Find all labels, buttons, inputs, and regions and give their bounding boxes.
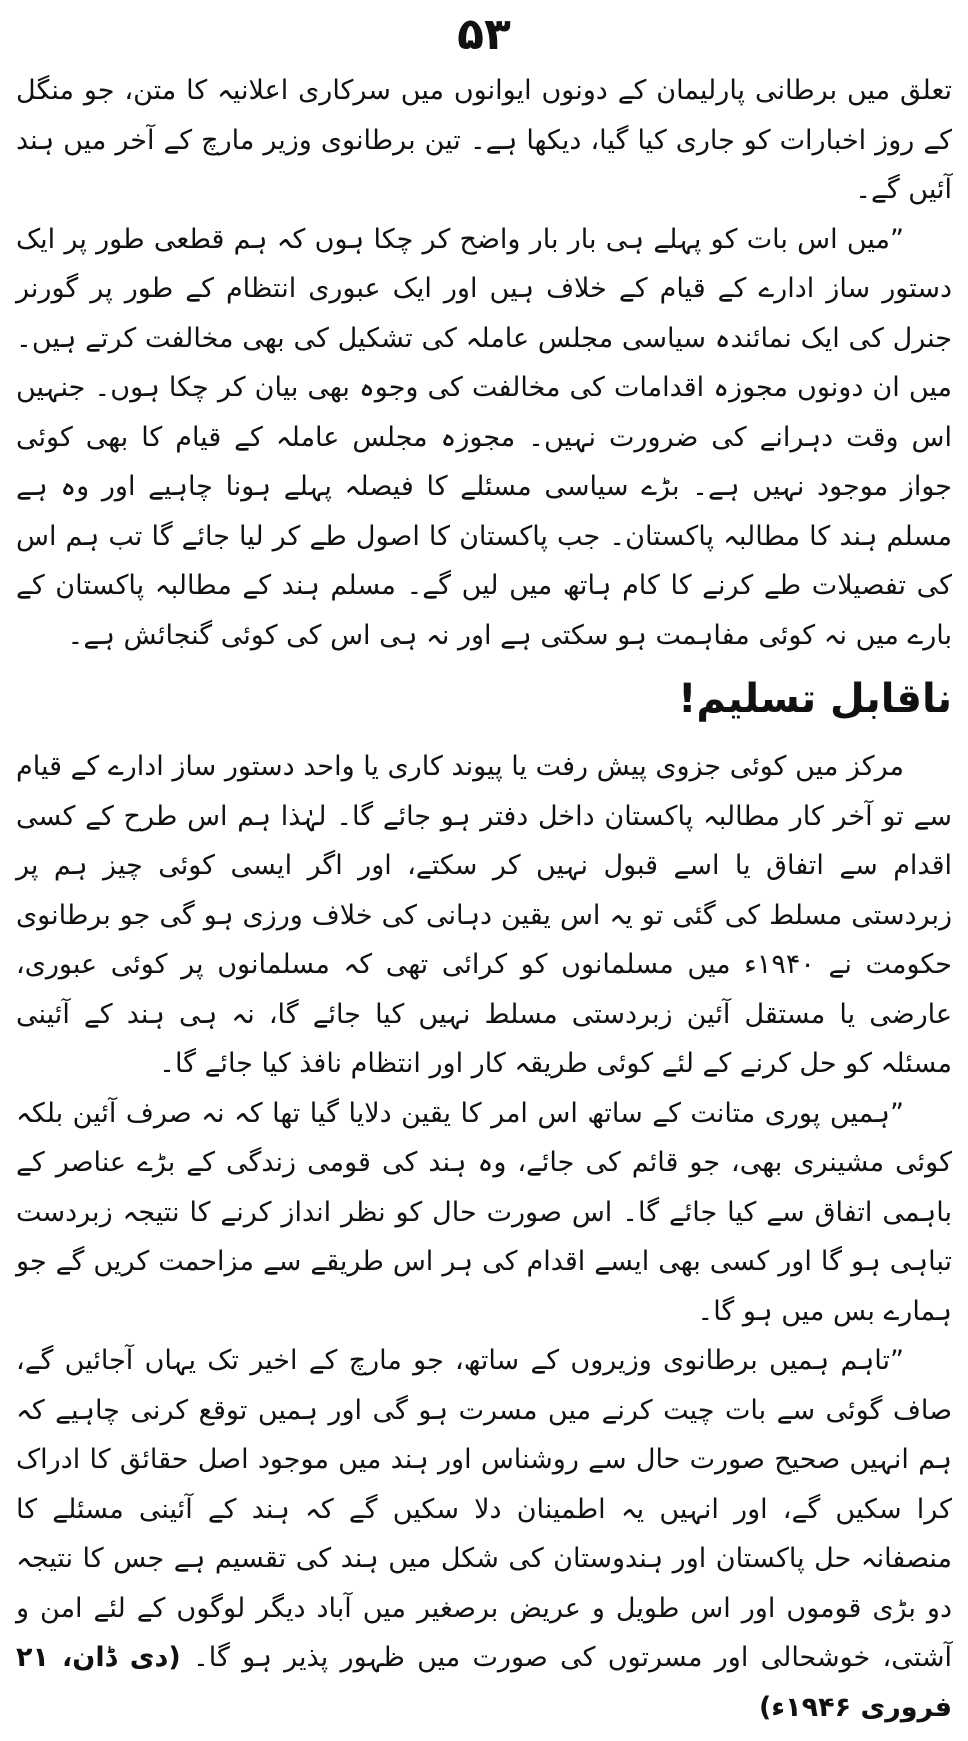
paragraph-statement-continuation: تعلق میں برطانی پارلیمان کے دونوں ایوانوں میں سرکاری اعلانیہ کا متن، جو منگل کے روز اخبارات کو جاری کیا گیا، دیکھا ہے۔ تین برطانوی وزیر مارچ کے آخر میں ہند آئیں گے۔ (16, 75, 952, 205)
paragraph-partial-progress: مرکز میں کوئی جزوی پیش رفت یا پیوند کاری یا واحد دستور ساز ادارے کے قیام سے تو آخر کار مطالبہ پاکستان داخل دفتر ہو جائے گا۔ لہٰذا ہم اس طرح کے کسی اقدام سے اتفاق یا اسے قبول نہیں کر سکتے، اور اگر ایسی کوئی چیز ہم پر زبردستی مسلط کی گئی تو یہ اس یقین دہانی کی خلاف ورزی ہو گی جو برطانوی حکومت نے ۱۹۴۰ء میں مسلمانوں کو کرائی تھی کہ مسلمانوں پر کوئی عبوری، عارضی یا مستقل آئین زبردستی مسلط نہیں کیا جائے گا، نہ ہی ہند کے آئینی مسئلہ کو حل کرنے کے لئے کوئی طریقہ کار اور انتظام نافذ کیا جائے گا۔ (16, 751, 952, 1079)
source-citation: (دی ڈان، ۲۱ فروری ۱۹۴۶ء) (16, 1642, 952, 1723)
page-number: ۵۳ (457, 9, 511, 60)
paragraph-quote-constitution-body: ”میں اس بات کو پہلے ہی بار بار واضح کر چکا ہوں کہ ہم قطعی طور پر ایک دستور ساز ادارے کے قیام کے خلاف ہیں اور ایک عبوری انتظام کے طور پر گورنر جنرل کی ایک نمائندہ سیاسی مجلس عاملہ کی تشکیل کی بھی مخالفت کرتے ہیں۔ میں ان دونوں مجوزہ اقدامات کی مخالفت کی وجوہ بھی بیان کر چکا ہوں۔ جنہیں اس وقت دہرانے کی ضرورت نہیں۔ مجوزہ مجلس عاملہ کے قیام کا بھی کوئی جواز موجود نہیں ہے۔ بڑے سیاسی مسئلے کا فیصلہ پہلے ہونا چاہیے اور وہ ہے مسلم ہند کا مطالبہ پاکستان۔ جب پاکستان کا اصول طے کر لیا جائے گا تب ہم اس کی تفصیلات طے کرنے کا کام ہاتھ میں لیں گے۔ مسلم ہند کے مطالبہ پاکستان کے بارے میں نہ کوئی مفاہمت ہو سکتی ہے اور نہ ہی اس کی کوئی گنجائش ہے۔ (16, 223, 952, 651)
paragraph-quote-ministers (16, 1336, 952, 1732)
section-heading: ناقابل تسلیم! (678, 676, 952, 722)
paragraph-quote-ministers-text: ”تاہم ہمیں برطانوی وزیروں کے ساتھ، جو مارچ کے اخیر تک یہاں آجائیں گے، صاف گوئی سے بات چیت کرنے میں مسرت ہو گی اور ہمیں توقع کرنی چاہیے کہ ہم انہیں صحیح صورت حال سے روشناس اور ہند میں موجود اصل حقائق کا ادراک کرا سکیں گے، اور انہیں یہ اطمینان دلا سکیں گے کہ ہند کے آئینی مسئلے کا منصفانہ حل پاکستان اور ہندوستان کی شکل میں ہند کی تقسیم ہے جس کا نتیجہ دو بڑی قوموں اور اس طویل و عریض برصغیر میں آباد دیگر لوگوں کے لئے امن و آشتی، خوشحالی اور مسرتوں کی صورت میں ظہور پذیر ہو گا۔ (16, 1345, 953, 1673)
paragraph-quote-assurance: ”ہمیں پوری متانت کے ساتھ اس امر کا یقین دلایا گیا تھا کہ نہ صرف آئین بلکہ کوئی مشینری بھی، جو قائم کی جائے، وہ ہند کی قومی زندگی کے بڑے عناصر کے باہمی اتفاق سے کیا جائے گا۔ اس صورت حال کو نظر انداز کرنے کا نتیجہ زبردست تباہی ہو گا اور کسی بھی ایسے اقدام کی ہر اس طریقے سے مزاحمت کریں گے جو ہمارے بس میں ہو گا۔ (16, 1097, 952, 1327)
